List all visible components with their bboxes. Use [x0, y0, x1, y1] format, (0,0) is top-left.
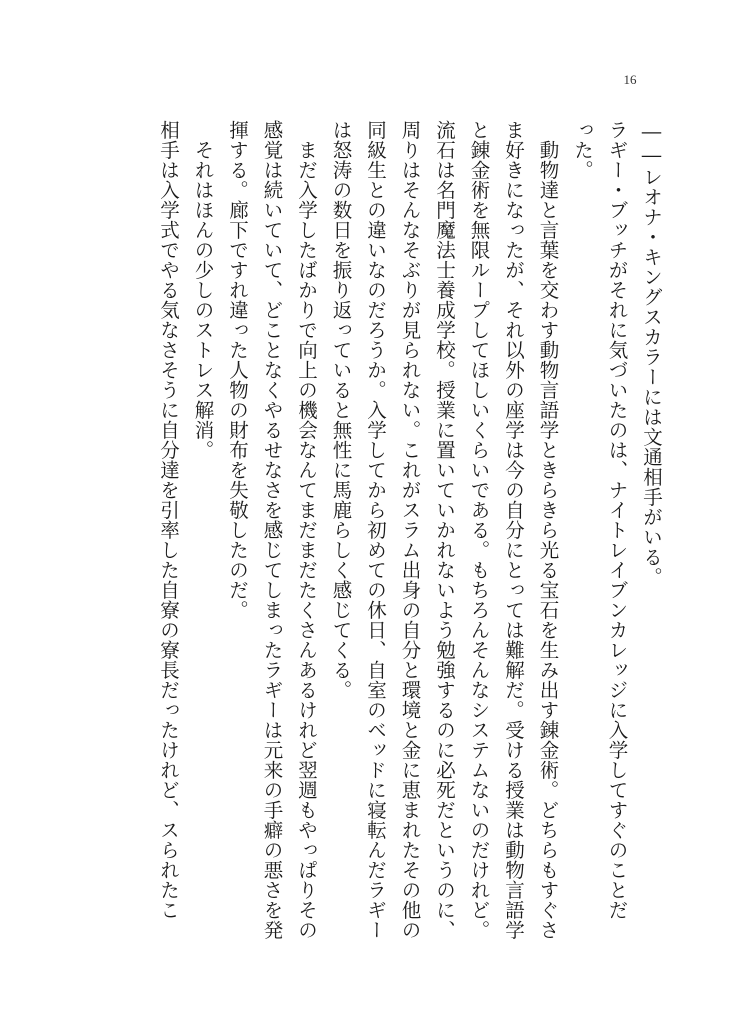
- text-line: 感覚は続いていて、どことなくやるせなさを感じてしまったラギーは元来の手癖の悪さを発: [260, 120, 284, 940]
- text-line: 周りはそんなそぶりが見られない。これがスラム出身の自分と環境と金に恵まれたその他の: [398, 120, 422, 940]
- text-line: は怒涛の数日を振り返っていると無性に馬鹿らしく感じてくる。: [329, 120, 353, 700]
- text-line: それはほんの少しのストレス解消。: [191, 139, 215, 460]
- text-line: ラギー・ブッチがそれに気づいたのは、ナイトレイブンカレッジに入学してすぐのことだ: [605, 120, 629, 920]
- page-number: 16: [623, 72, 637, 87]
- text-line: 相手は入学式でやる気なさそうに自分達を引率した自寮の寮長だったけれど、スられたこ: [157, 120, 180, 920]
- text-line: った。: [571, 120, 594, 180]
- text-line: まだ入学したばかりで向上の機会なんてまだまだたくさんあるけれど翌週もやっぱりその: [295, 139, 318, 940]
- text-line: と錬金術を無限ループしてほしいくらいである。もちろんそんなシステムないのだけれど。: [467, 120, 491, 940]
- text-line: 流石は名門魔法士養成学校。授業に置いていかれないよう勉強するのに必死だというのに、: [433, 120, 456, 940]
- text-line: ――レオナ・キングスカラーには文通相手がいる。: [640, 120, 663, 587]
- text-line: 揮する。廊下ですれ違った人物の財布を失敬したのだ。: [226, 120, 249, 620]
- text-line: 動物達と言葉を交わす動物言語学ときらきら光る宝石を生み出す錬金術。どちらもすぐさ: [536, 139, 560, 940]
- text-line: ま好きになったが、それ以外の座学は今の自分にとっては難解だ。受ける授業は動物言語学: [502, 120, 525, 940]
- body-text: [151, 120, 669, 940]
- text-line: 同級生との違いなのだろうか。入学してから初めての休日、自室のベッドに寝転んだラギー: [364, 120, 387, 940]
